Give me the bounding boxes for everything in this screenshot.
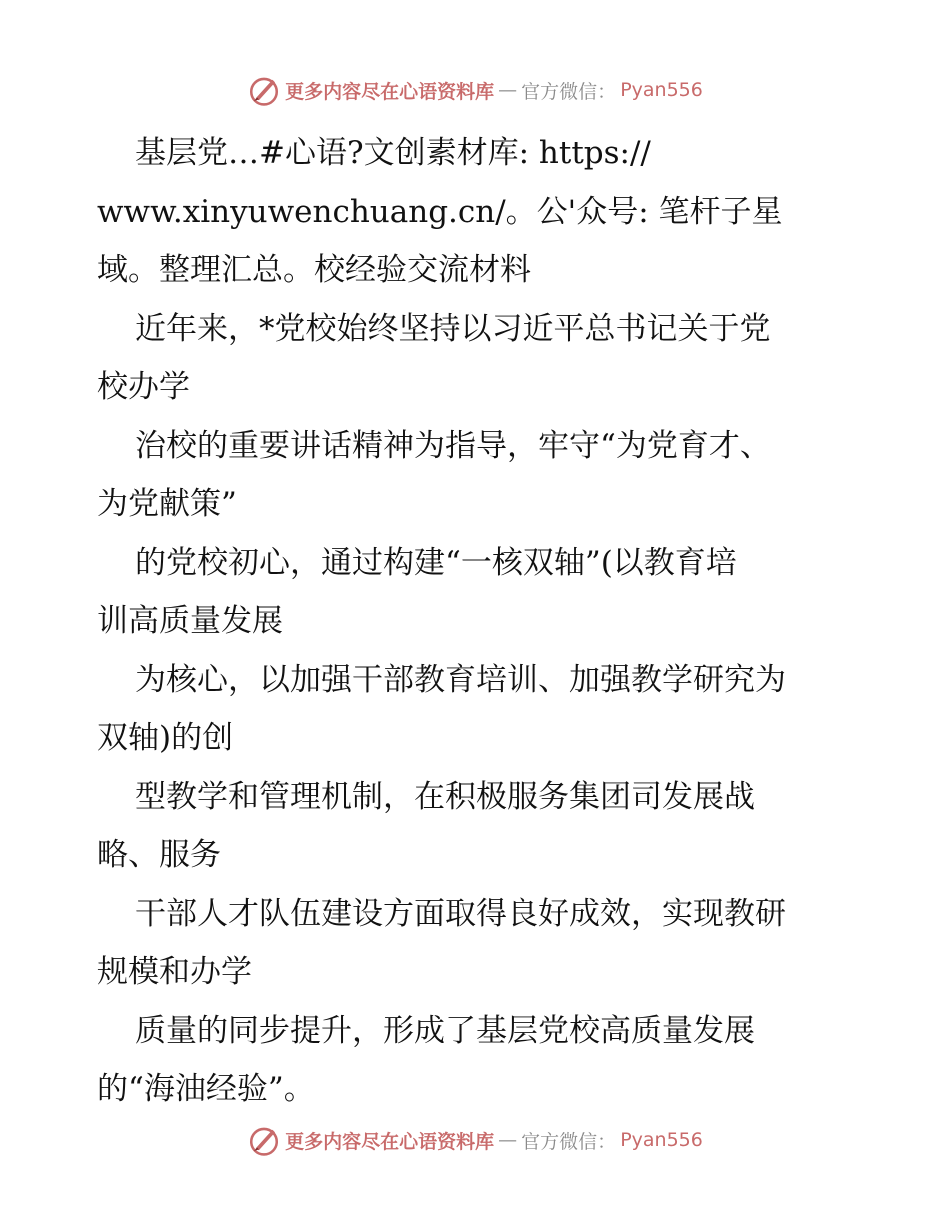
text-line: 域。整理汇总。校经验交流材料: [97, 252, 531, 288]
watermark-site-text: 更多内容尽在心语资料库: [285, 80, 495, 103]
text-line: 训高质量发展: [97, 603, 283, 639]
text-line: 双轴)的创: [97, 720, 234, 756]
document-body: [97, 124, 867, 1119]
watermark-label: 官方微信：: [521, 1130, 617, 1153]
text-line: 规模和办学: [97, 954, 252, 990]
watermark-banner-inner: [247, 73, 703, 107]
text-line: 校办学: [97, 369, 190, 405]
text-line: 略、服务: [97, 837, 221, 873]
text-line: 的党校初心，通过构建“一核双轴”(以教育培: [135, 544, 737, 581]
text-line: 型教学和管理机制，在积极服务集团司发展战: [135, 778, 755, 815]
watermark-wechat-id: Pyan556: [620, 79, 703, 101]
text-line: www.xinyuwenchuang.cn/。公'众号: 笔杆子星: [97, 193, 783, 230]
watermark-dash: —: [498, 1129, 518, 1151]
text-line: 干部人才队伍建设方面取得良好成效，实现教研: [135, 895, 786, 932]
text-line: 为核心，以加强干部教育培训、加强教学研究为: [135, 661, 786, 698]
quill-logo-icon: [247, 1123, 281, 1157]
text-line: 近年来，*党校始终坚持以习近平总书记关于党: [135, 310, 771, 347]
text-line: 为党献策”: [97, 486, 237, 522]
watermark-dash: —: [498, 79, 518, 101]
watermark-banner-inner: [247, 1123, 703, 1157]
watermark-wechat-id: Pyan556: [620, 1129, 703, 1151]
watermark-site-text: 更多内容尽在心语资料库: [285, 1130, 495, 1153]
text-line: 质量的同步提升，形成了基层党校高质量发展: [135, 1012, 755, 1049]
watermark-banner-top: [0, 70, 950, 110]
text-line: 的“海油经验”。: [97, 1071, 315, 1107]
text-line: 治校的重要讲话精神为指导，牢守“为党育才、: [135, 427, 771, 464]
text-line: 基层党…#心语?文创素材库: https://: [135, 135, 651, 171]
quill-logo-icon: [247, 73, 281, 107]
watermark-label: 官方微信：: [521, 80, 617, 103]
paragraph-text: [97, 124, 867, 1119]
watermark-banner-bottom: [0, 1120, 950, 1160]
